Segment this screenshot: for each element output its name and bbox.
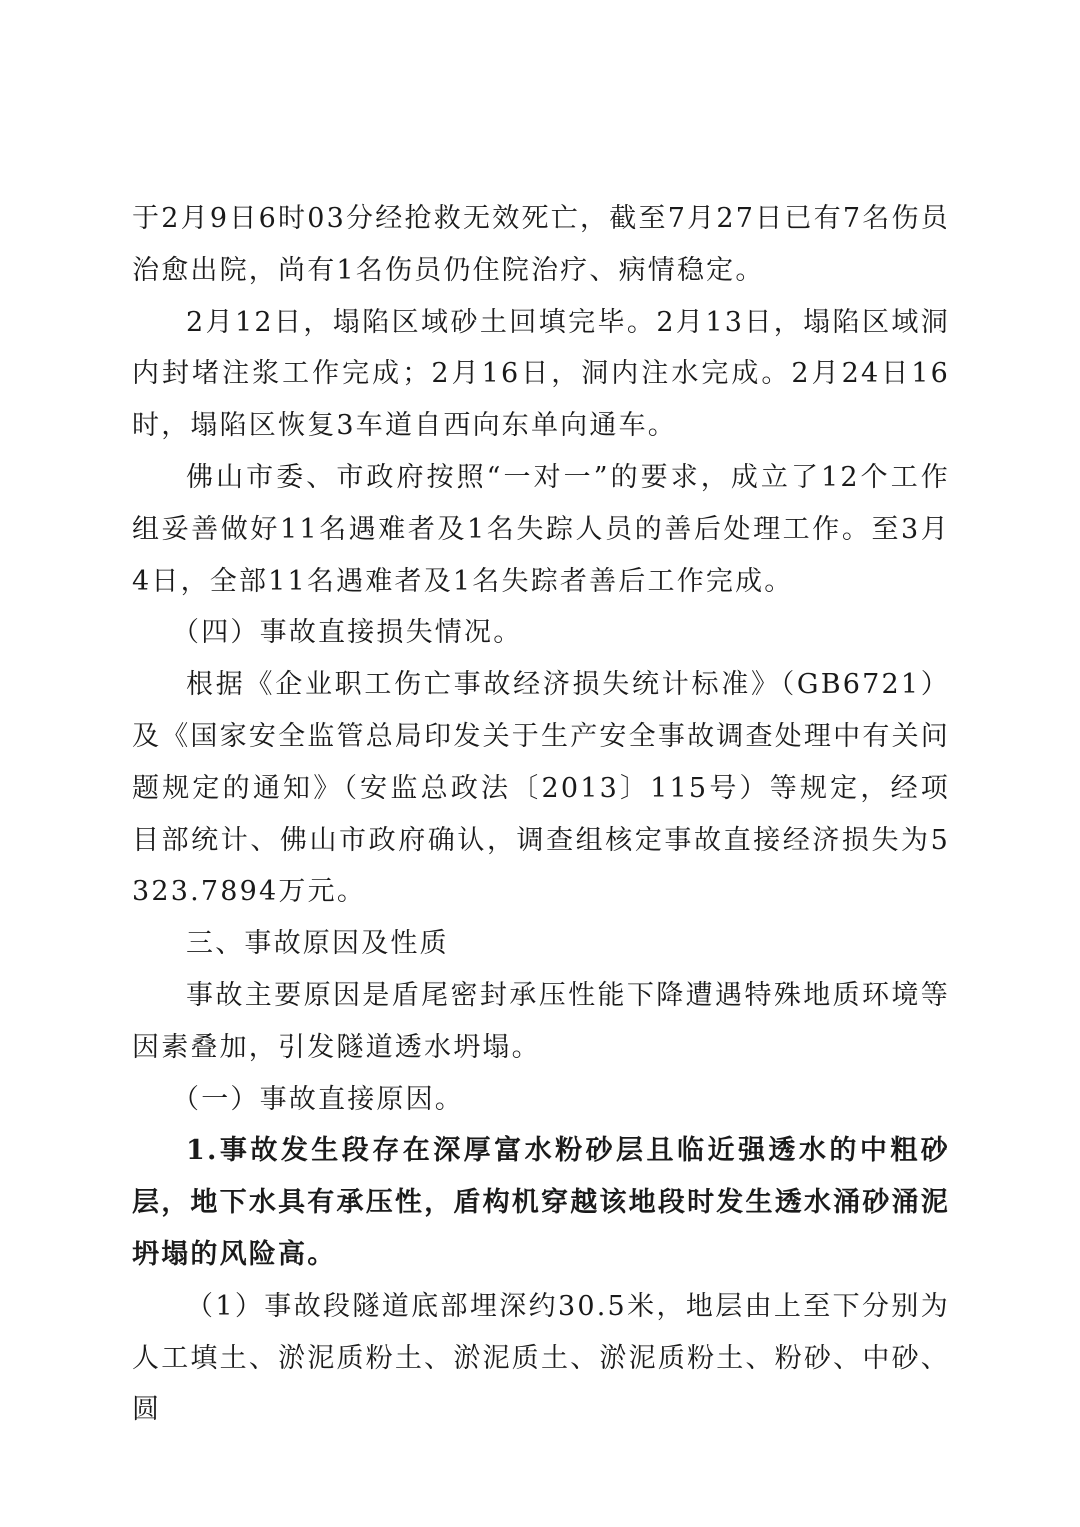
paragraph-main-cause: 事故主要原因是盾尾密封承压性能下降遭遇特殊地质环境等因素叠加，引发隧道透水坍塌。 (132, 979, 950, 1063)
paragraph-strata-detail: （1）事故段隧道底部埋深约30.5米，地层由上至下分别为人工填土、淤泥质粉土、淤泥质土、淤泥质粉土、粉砂、中砂、圆 (132, 1290, 950, 1426)
paragraph-backfill-progress: 2月12日，塌陷区域砂土回填完毕。2月13日，塌陷区域洞内封堵注浆工作完成；2月16日，洞内注水完成。2月24日16时，塌陷区恢复3车道自西向东单向通车。 (132, 306, 950, 442)
paragraph-geology-risk: 1.事故发生段存在深厚富水粉砂层且临近强透水的中粗砂层，地下水具有承压性，盾构机穿越该地段时发生透水涌砂涌泥坍塌的风险高。 (132, 1135, 950, 1270)
heading-direct-losses: （四）事故直接损失情况。 (172, 617, 523, 649)
paragraph-aftermath-handling: 佛山市委、市政府按照“一对一”的要求，成立了12个工作组妥善做好11名遇难者及1名失踪人员的善后处理工作。至3月4日，全部11名遇难者及1名失踪者善后工作完成。 (132, 461, 950, 597)
document-page (132, 193, 950, 1436)
heading-causes-and-nature: 三、事故原因及性质 (186, 928, 449, 960)
heading-direct-cause: （一）事故直接原因。 (172, 1083, 464, 1115)
paragraph-economic-loss: 根据《企业职工伤亡事故经济损失统计标准》（GB6721）及《国家安全监管总局印发关于生产安全事故调查处理中有关问题规定的通知》（安监总政法〔2013〕115号）等规定，经项目部统计、佛山市政府确认，调查组核定事故直接经济损失为5323.7894万元。 (132, 669, 950, 908)
paragraph-casualty-status: 于2月9日6时03分经抢救无效死亡，截至7月27日已有7名伤员治愈出院，尚有1名伤员仍住院治疗、病情稳定。 (132, 203, 950, 286)
